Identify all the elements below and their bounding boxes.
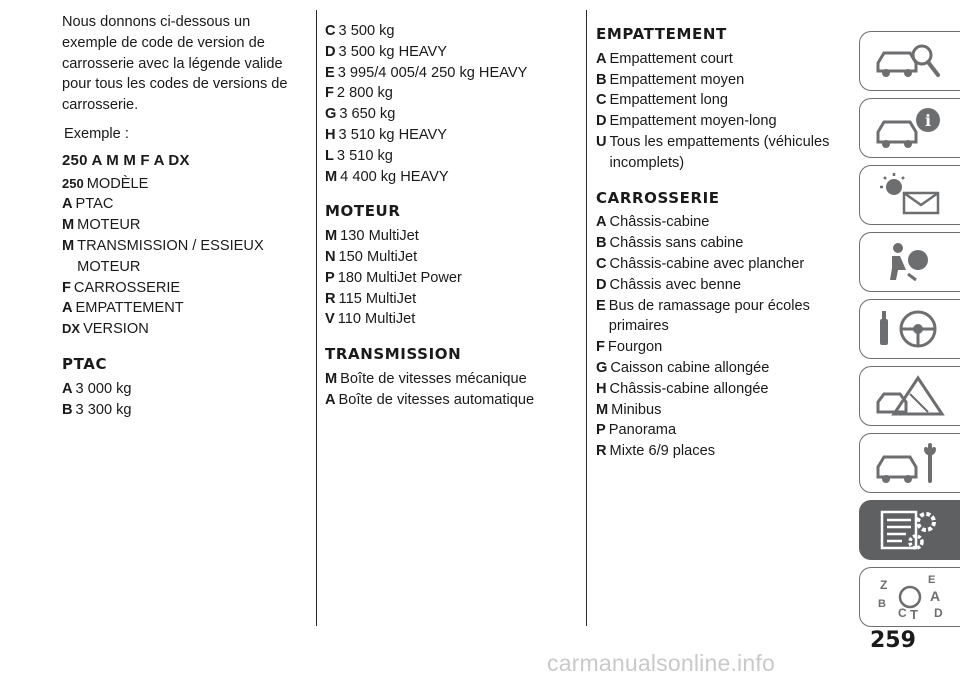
- list-item: [596, 296, 836, 338]
- item-value: Châssis sans cabine: [609, 235, 744, 252]
- item-value: 180 MultiJet Power: [337, 269, 462, 286]
- index-letter: D: [934, 606, 943, 620]
- index-letter: A: [930, 588, 941, 604]
- alphabetical-index-icon: [870, 573, 950, 621]
- item-value: Boîte de vitesses automatique: [338, 391, 535, 408]
- item-value: 3 510 kg HEAVY: [338, 126, 447, 143]
- item-key: G: [596, 359, 608, 376]
- item-value: Empattement long: [609, 92, 728, 109]
- tab-warning-lights[interactable]: [859, 165, 960, 225]
- item-value: Châssis avec benne: [609, 276, 741, 293]
- column-divider: [586, 10, 587, 626]
- list-item: [62, 379, 307, 400]
- list-item: [325, 390, 580, 411]
- item-value: MOTEUR: [77, 217, 141, 234]
- list-item: [596, 379, 836, 400]
- list-item: [62, 278, 307, 299]
- item-value: Minibus: [611, 401, 662, 418]
- warning-lights-icon: [870, 171, 950, 219]
- list-item: [62, 215, 307, 236]
- list-item: [596, 400, 836, 421]
- item-value: Châssis-cabine: [609, 214, 710, 231]
- list-item: [325, 309, 580, 330]
- tab-steering-wheel[interactable]: [859, 299, 960, 359]
- list-item: [596, 275, 836, 296]
- list-item: [325, 247, 580, 268]
- list-item: [62, 236, 307, 278]
- list-item: [62, 174, 307, 195]
- index-letter: E: [928, 574, 936, 586]
- section-title-transmission: TRANSMISSION: [325, 345, 462, 364]
- item-value: Caisson cabine allongée: [610, 359, 770, 376]
- item-key: A: [596, 214, 607, 231]
- warning-triangle-icon: [870, 372, 950, 420]
- item-key: E: [325, 64, 335, 81]
- tab-car-info[interactable]: [859, 98, 960, 158]
- item-key: B: [596, 235, 607, 252]
- item-key: DX: [62, 321, 81, 337]
- index-letter: T: [910, 607, 918, 621]
- list-item: [596, 70, 836, 91]
- item-key: D: [596, 276, 607, 293]
- list-item: [325, 125, 580, 146]
- item-value: Boîte de vitesses mécanique: [340, 370, 527, 387]
- svg-text:i: i: [924, 111, 932, 130]
- item-key: M: [62, 217, 75, 234]
- list-item: [596, 233, 836, 254]
- list-item: [325, 167, 580, 188]
- list-item: [596, 132, 836, 174]
- item-value: 3 510 kg: [336, 147, 393, 164]
- legend-list: [62, 174, 307, 340]
- list-item: [62, 400, 307, 421]
- item-key: D: [325, 43, 336, 60]
- item-value: 150 MultiJet: [338, 248, 418, 265]
- list-item: [325, 146, 580, 167]
- item-value: 4 400 kg HEAVY: [340, 168, 449, 185]
- example-label: Exemple :: [64, 125, 129, 142]
- list-item: [62, 298, 307, 319]
- item-key: F: [596, 339, 605, 356]
- item-key: B: [62, 401, 73, 418]
- column-right: [596, 24, 836, 462]
- page-number: 259: [870, 628, 916, 653]
- car-search-icon: [870, 37, 950, 85]
- item-key: A: [62, 380, 73, 397]
- tab-car-search[interactable]: [859, 31, 960, 91]
- tab-airbag-seat[interactable]: [859, 232, 960, 292]
- item-value: 3 650 kg: [339, 106, 396, 123]
- item-key: A: [325, 391, 336, 408]
- tab-technical-specs[interactable]: [859, 500, 960, 560]
- item-value: PTAC: [75, 196, 114, 213]
- list-item: [62, 319, 307, 340]
- list-item: [325, 83, 580, 104]
- item-key: F: [62, 279, 71, 296]
- section-title-carrosserie: CARROSSERIE: [596, 188, 720, 207]
- item-key: A: [62, 196, 73, 213]
- tab-warning-triangle[interactable]: [859, 366, 960, 426]
- item-key: 250: [62, 175, 84, 191]
- item-value: 3 500 kg HEAVY: [338, 43, 447, 60]
- item-key: C: [596, 92, 607, 109]
- item-value: Empattement court: [609, 50, 733, 67]
- list-item: [325, 63, 580, 84]
- list-item: [325, 268, 580, 289]
- item-key: V: [325, 311, 335, 328]
- item-key: M: [596, 401, 609, 418]
- item-value: Tous les empattements (véhicules incomplets): [609, 133, 830, 171]
- list-item: [325, 226, 580, 247]
- airbag-seat-icon: [870, 238, 950, 286]
- item-key: P: [325, 269, 335, 286]
- item-value: Bus de ramassage pour écoles primaires: [608, 297, 810, 335]
- steering-wheel-icon: [870, 305, 950, 353]
- item-value: 3 500 kg: [338, 23, 395, 39]
- item-value: 110 MultiJet: [337, 311, 416, 328]
- section-title-ptac: PTAC: [62, 354, 108, 373]
- item-key: R: [325, 290, 336, 307]
- item-value: Panorama: [608, 422, 677, 439]
- section-title-moteur: MOTEUR: [325, 202, 401, 221]
- item-value: 3 300 kg: [75, 401, 132, 418]
- list-item: [325, 42, 580, 63]
- intro-paragraph: Nous donnons ci-dessous un exemple de code de version de carrosserie avec la légende valide pour tous les codes de versions de carrosserie.: [62, 14, 288, 114]
- car-maintenance-icon: [870, 439, 950, 487]
- item-key: L: [325, 147, 334, 164]
- item-key: C: [325, 23, 336, 39]
- item-key: U: [596, 133, 607, 150]
- item-key: H: [325, 126, 336, 143]
- item-key: M: [325, 168, 338, 185]
- list-item: [596, 358, 836, 379]
- tab-alphabetical-index[interactable]: [859, 567, 960, 627]
- chapter-tabs: [859, 31, 959, 634]
- item-key: N: [325, 248, 336, 265]
- item-key: B: [596, 71, 607, 88]
- item-key: M: [325, 228, 338, 245]
- index-letter: C: [898, 606, 907, 620]
- item-value: Châssis-cabine avec plancher: [609, 255, 805, 272]
- item-key: E: [596, 297, 606, 314]
- item-key: H: [596, 380, 607, 397]
- list-item: [596, 90, 836, 111]
- column-middle: [325, 21, 580, 411]
- list-item: [596, 337, 836, 358]
- list-item: [325, 21, 580, 42]
- list-item: [325, 104, 580, 125]
- list-item: [596, 420, 836, 441]
- list-item: [325, 369, 580, 390]
- section-title-empattement: EMPATTEMENT: [596, 25, 727, 43]
- item-value: Fourgon: [607, 339, 663, 356]
- technical-specs-icon: [870, 506, 950, 554]
- item-key: F: [325, 85, 334, 102]
- item-key: M: [62, 237, 75, 254]
- list-item: [325, 289, 580, 310]
- item-value: Châssis-cabine allongée: [609, 380, 769, 397]
- item-key: A: [596, 50, 607, 67]
- tab-car-maintenance[interactable]: [859, 433, 960, 493]
- item-key: D: [596, 113, 607, 130]
- list-item: [596, 212, 836, 233]
- column-left: [62, 12, 307, 420]
- list-item: [62, 194, 307, 215]
- index-letter: Z: [880, 578, 888, 592]
- item-value: Mixte 6/9 places: [609, 443, 715, 460]
- item-key: G: [325, 106, 337, 123]
- item-value: Empattement moyen-long: [609, 113, 777, 130]
- item-value: 3 000 kg: [75, 380, 132, 397]
- item-key: A: [62, 300, 73, 317]
- item-value: VERSION: [83, 321, 149, 338]
- item-value: EMPATTEMENT: [75, 300, 184, 317]
- index-letter: B: [878, 598, 886, 610]
- item-value: MODÈLE: [86, 175, 149, 192]
- list-item: [596, 111, 836, 132]
- list-item: [596, 254, 836, 275]
- item-key: P: [596, 422, 606, 439]
- item-value: 130 MultiJet: [340, 228, 419, 245]
- example-code: 250 A M M F A DX: [62, 151, 190, 169]
- item-value: TRANSMISSION / ESSIEUX MOTEUR: [77, 237, 264, 275]
- item-value: Empattement moyen: [609, 71, 745, 88]
- watermark: carmanualsonline.info: [547, 650, 775, 676]
- item-value: 3 995/4 005/4 250 kg HEAVY: [337, 64, 528, 81]
- list-item: [596, 441, 836, 462]
- car-info-icon: [870, 104, 950, 152]
- item-key: C: [596, 255, 607, 272]
- item-value: 2 800 kg: [336, 85, 393, 102]
- item-key: M: [325, 370, 338, 387]
- item-value: 115 MultiJet: [338, 290, 417, 307]
- item-key: R: [596, 443, 607, 460]
- item-value: CARROSSERIE: [73, 279, 181, 296]
- column-divider: [316, 10, 317, 626]
- list-item: [596, 49, 836, 70]
